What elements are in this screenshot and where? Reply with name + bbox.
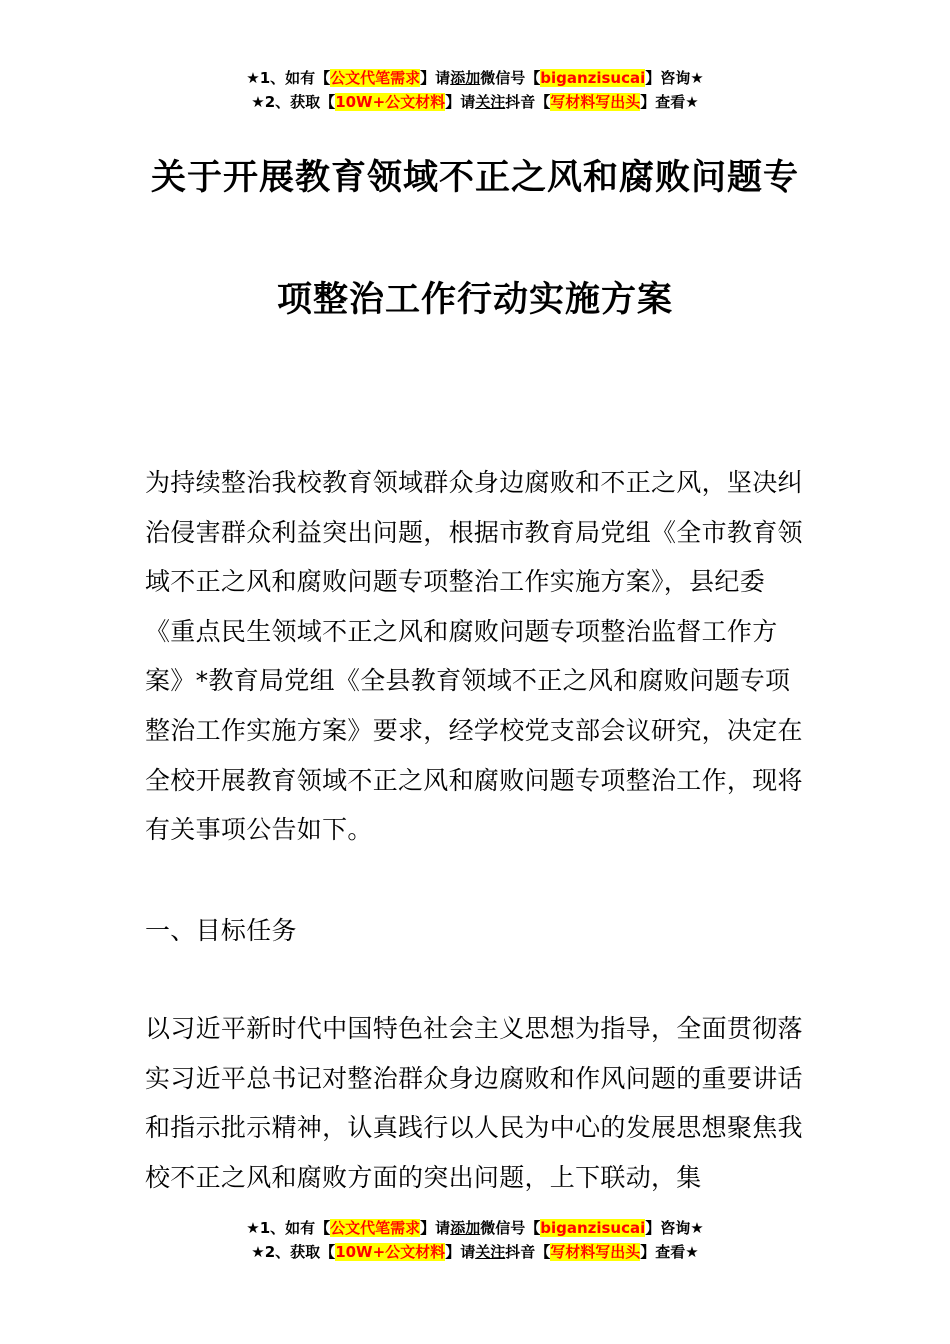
goals-paragraph: 以习近平新时代中国特色社会主义思想为指导，全面贯彻落实习近平总书记对整治群众身边腐败和作风问题的重要讲话和指示批示精神，认真践行以人民为中心的发展思想聚焦我校不正之风和腐败方面的突出问题，上下联动，集 <box>145 1014 803 1192</box>
bottom-banner-1-suffix: 】咨询★ <box>645 1219 704 1237</box>
banner-2-highlight-materials: 10W+公文材料 <box>335 93 446 111</box>
banner-1-underlined: 添加 <box>450 69 481 87</box>
bottom-banner-1-mid2: 微信号【 <box>480 1219 541 1237</box>
bottom-banner-line-2 <box>0 1240 950 1264</box>
banner-2-mid2: 抖音【 <box>505 93 551 111</box>
banner-1-suffix: 】咨询★ <box>645 69 704 87</box>
banner-1-prefix: ★1、如有【 <box>246 69 331 87</box>
banner-2-suffix: 】查看★ <box>640 93 699 111</box>
intro-paragraph: 为持续整治我校教育领域群众身边腐败和不正之风，坚决纠治侵害群众利益突出问题，根据市教育局党组《全市教育领域不正之风和腐败问题专项整治工作实施方案》，县纪委《重点民生领域不正之风和腐败问题专项整治监督工作方案》*教育局党组《全县教育领域不正之风和腐败问题专项整治工作实施方案》要求，经学校党支部会议研究，决定在全校开展教育领域不正之风和腐败问题专项整治工作，现将有关事项公告如下。 <box>145 468 803 845</box>
top-banner <box>0 66 950 114</box>
banner-line-1 <box>0 66 950 90</box>
banner-line-2 <box>0 90 950 114</box>
banner-2-underlined: 关注 <box>475 93 506 111</box>
bottom-banner-1-highlight-service: 公文代笔需求 <box>330 1219 421 1237</box>
bottom-banner-line-1 <box>0 1216 950 1240</box>
bottom-banner-1-highlight-wechat: biganzisucai <box>540 1219 646 1237</box>
bottom-banner-2-prefix: ★2、获取【 <box>251 1243 336 1261</box>
bottom-banner-2-suffix: 】查看★ <box>640 1243 699 1261</box>
bottom-banner-2-highlight-materials: 10W+公文材料 <box>335 1243 446 1261</box>
document-title-line-2: 项整治工作行动实施方案 <box>276 280 673 320</box>
bottom-banner-2-mid1: 】请 <box>445 1243 476 1261</box>
banner-2-mid1: 】请 <box>445 93 476 111</box>
bottom-banner-1-underlined: 添加 <box>450 1219 481 1237</box>
banner-1-mid2: 微信号【 <box>480 69 541 87</box>
document-title-line-1: 关于开展教育领域不正之风和腐败问题专 <box>150 158 799 198</box>
section-heading-goals: 一、目标任务 <box>145 916 297 945</box>
bottom-banner-1-mid1: 】请 <box>420 1219 451 1237</box>
bottom-banner-2-mid2: 抖音【 <box>505 1243 551 1261</box>
banner-1-mid1: 】请 <box>420 69 451 87</box>
banner-2-prefix: ★2、获取【 <box>251 93 336 111</box>
bottom-banner <box>0 1216 950 1264</box>
bottom-banner-2-underlined: 关注 <box>475 1243 506 1261</box>
bottom-banner-1-prefix: ★1、如有【 <box>246 1219 331 1237</box>
bottom-banner-2-highlight-douyin: 写材料写出头 <box>550 1243 641 1261</box>
banner-1-highlight-service: 公文代笔需求 <box>330 69 421 87</box>
banner-2-highlight-douyin: 写材料写出头 <box>550 93 641 111</box>
banner-1-highlight-wechat: biganzisucai <box>540 69 646 87</box>
